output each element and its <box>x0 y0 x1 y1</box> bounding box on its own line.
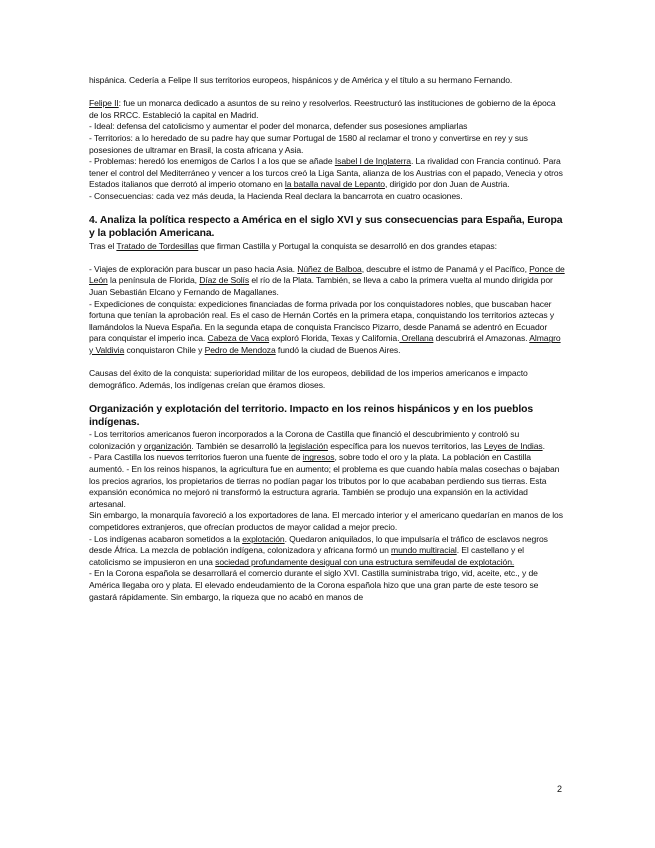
territorios-text-b: . También se desarrolló la <box>191 440 289 451</box>
lepanto-link: la batalla naval de Lepanto <box>284 179 385 190</box>
paragraph-expediciones <box>89 299 565 357</box>
paragraph-castilla-ingresos <box>89 452 565 510</box>
castilla-text-c: - En los reinos hispanos, la agricultura fue en aumento; el problema es que cuando había malas cosechas o bajaban los precios agrarios, los propietarios de tierras no podían pagar los tributos por lo que acababan perdiendo sus tierras. Esta expansión económica no mejoró ni transformó la estructura agraria. También se produjo una expansión en la actividad artesanal. <box>89 464 560 509</box>
expediciones-text-a: - Expediciones de conquista: expediciones financiadas de forma privada por los conquistadores nobles, que buscaban hacer fortuna que tenían la aprobación real. Es el caso de Hernán Cortés en la primera etapa, conquistando los territorios aztecas y llamándolos la Nueva España. En la segunda etapa de conquista Francisco Pizarro, desde Panamá se adentró en Ecuador para conquistar el imperio inca. <box>89 298 555 344</box>
territorios-text-c: específica para los nuevos territorios, las <box>327 440 484 451</box>
territorios-text-d: . <box>542 440 545 451</box>
indigenas-text-c: . El castellano y el catolicismo se impusieron en una <box>89 545 524 567</box>
paragraph-territorios-americanos <box>89 429 565 452</box>
explotacion-link: explotación <box>242 533 285 544</box>
pedro-de-mendoza-link: Pedro de Mendoza <box>204 344 276 355</box>
felipe-ii-text: : fue un monarca dedicado a asuntos de su reino y resolverlos. Reestructuró las instituciones de gobierno de la época de los RRCC. Estableció la capital en Madrid. <box>89 98 556 120</box>
paragraph-monarquia-lana: Sin embargo, la monarquía favoreció a los exportadores de lana. El mercado interior y el americano quedarían en manos de los competidores extranjeros, que ofrecían productos de mayor calidad a mejor precio. <box>89 510 563 532</box>
paragraph-territorios: - Territorios: a lo heredado de su padre hay que sumar Portugal de 1580 al reclamar el trono y convertirse en rey y sus posesiones de ultramar en Brasil, la costa africana y Asia. <box>89 132 528 155</box>
legislacion-link: legislación <box>288 440 328 451</box>
paragraph-problemas <box>89 156 565 191</box>
ingresos-link: ingresos <box>302 452 335 463</box>
paragraph-ideal: - Ideal: defensa del catolicismo y aumentar el poder del monarca, defender sus posesiones ampliarlas <box>89 121 468 132</box>
sociedad-desigual-link: sociedad profundamente desigual con una estructura semifeudal de explotación. <box>215 556 515 567</box>
almagro-valdivia-link: Almagro y Valdivia <box>89 333 561 355</box>
tordesillas-link: Tratado de Tordesillas <box>116 240 199 251</box>
paragraph-tordesillas <box>89 241 565 253</box>
tordesillas-text-b: que firman Castilla y Portugal la conquista se desarrolló en dos grandes etapas: <box>198 240 497 251</box>
heading-organizacion: Organización y explotación del territorio. Impacto en los reinos hispánicos y en los pueblos indígenas. <box>89 403 534 429</box>
expediciones-text-d: conquistaron Chile y <box>124 344 205 355</box>
mundo-multiracial-link: mundo multiracial <box>391 545 457 556</box>
solis-link: Díaz de Solís <box>199 275 250 286</box>
castilla-text-b: , sobre todo el oro y la plata. La población en Castilla aumentó. <box>89 452 531 475</box>
paragraph-viajes <box>89 264 565 299</box>
tordesillas-text-a: Tras el <box>89 240 117 251</box>
paragraph-felipe-ii <box>89 98 565 121</box>
document-body <box>89 75 565 603</box>
problemas-text-b: . La rivalidad con Francia continuó. Para tener el control del Mediterráneo y vencer a los turcos creó la Liga Santa, alianza de los Austrias con el papado, Venecia y otros Estados italianos que derrotó al imperio otomano en <box>89 156 563 190</box>
page-number: 2 <box>557 784 563 794</box>
indigenas-text-b: . Quedaron aniquilados, lo que impulsaría el tráfico de esclavos negros desde África. La mezcla de población indígena, colonizadora y africana formó un <box>89 533 548 556</box>
problemas-text-a: - Problemas: heredó los enemigos de Carlos I a los que se añade <box>89 156 335 167</box>
heading-question-4: 4. Analiza la política respecto a América en el siglo XVI y sus consecuencias para España, Europa y la población Americana. <box>89 215 563 240</box>
paragraph-causas: Causas del éxito de la conquista: superioridad militar de los europeos, debilidad de los imperios americanos e impacto demográfico. Además, los indígenas creían que éramos dioses. <box>89 368 528 390</box>
paragraph-comercio: - En la Corona española se desarrollará el comercio durante el siglo XVI. Castilla suministraba trigo, vid, aceite, etc., y de América llegaba oro y plata. El elevado endeudamiento de la Corona española hizo que una gran parte de este tesoro se gastará rápidamente. Sin embargo, la riqueza que no acabó en manos de <box>89 568 539 602</box>
orellana-link: Orellana <box>399 333 434 344</box>
leyes-de-indias-link: Leyes de Indias <box>483 440 543 451</box>
felipe-ii-term: Felipe II <box>89 98 119 109</box>
isabel-link: Isabel I de Inglaterra <box>334 156 411 167</box>
expediciones-text-e: fundó la ciudad de Buenos Aires. <box>275 344 401 355</box>
organizacion-link: organización <box>143 440 192 451</box>
problemas-text-c: , dirigido por don Juan de Austria. <box>384 179 510 190</box>
indigenas-text-a: - Los indígenas acabaron sometidos a la <box>89 533 243 544</box>
viajes-text-a: - Viajes de exploración para buscar un paso hacia Asia. <box>89 263 298 274</box>
castilla-text-a: - Para Castilla los nuevos territorios fueron una fuente de <box>89 452 303 463</box>
cabeza-de-vaca-link: Cabeza de Vaca <box>207 333 270 344</box>
territorios-text-a: - Los territorios americanos fueron incorporados a la Corona de Castilla que financió el descubrimiento y controló su colonización y <box>89 429 520 451</box>
ponce-link: Ponce de León <box>89 263 565 286</box>
viajes-text-b: , descubre el istmo de Panamá y el Pacífico, <box>361 263 530 274</box>
viajes-text-d: el río de la Plata. También, se lleva a cabo la primera vuelta al mundo dirigida por Juan Sebastián Elcano y Fernando de Magallanes. <box>89 275 553 297</box>
paragraph-consecuencias: - Consecuencias: cada vez más deuda, la Hacienda Real declara la bancarrota en cuatro ocasiones. <box>89 190 463 201</box>
expediciones-text-b: exploró Florida, Texas y California. <box>269 333 400 344</box>
balboa-link: Núñez de Balboa <box>297 263 362 274</box>
expediciones-text-c: descubrirá el Amazonas. <box>433 333 530 344</box>
viajes-text-c: la península de Florida, <box>107 275 200 286</box>
paragraph-carlos-abdication: hispánica. Cedería a Felipe II sus territorios europeos, hispánicos y de América y el título a su hermano Fernando. <box>89 75 513 85</box>
paragraph-indigenas <box>89 534 565 569</box>
